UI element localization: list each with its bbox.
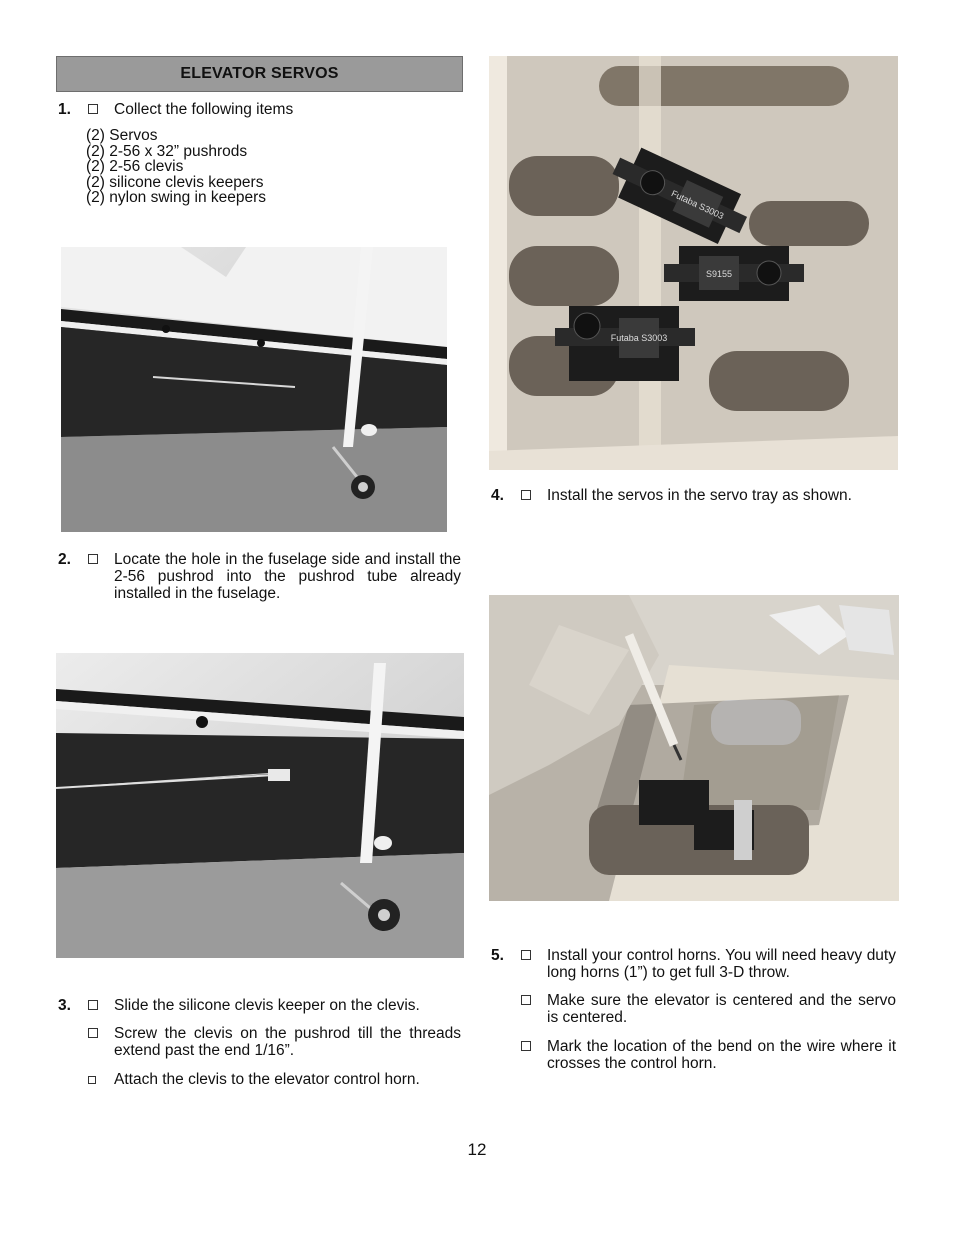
step-2-text: Locate the hole in the fuselage side and install the 2-56 pushrod into the pushrod tube already installed in the fuselage. [114,551,461,602]
step-4-text: Install the servos in the servo tray as shown. [547,487,852,504]
step-3-sub1-checkbox[interactable] [88,1028,98,1038]
step-2-checkbox[interactable] [88,554,98,564]
photo-servo-tray [489,56,898,470]
list-item: (2) 2-56 x 32” pushrods [86,142,248,160]
step-5-sub2-text: Mark the location of the bend on the wire where it crosses the control horn. [547,1038,896,1072]
servo-label-c: S9155 [705,269,733,279]
list-item: (2) Servos [86,127,158,144]
list-item: (2) 2-56 clevis [86,158,184,175]
servo-label-a: Futaba S3003 [669,188,726,222]
step-3-sub2-checkbox[interactable] [88,1076,96,1084]
step-3-checkbox[interactable] [88,1000,98,1010]
step-1-checkbox[interactable] [88,104,98,114]
step-2-number: 2. [58,551,71,568]
section-title: ELEVATOR SERVOS [180,65,339,82]
step-4-number: 4. [491,487,504,504]
list-item: (2) nylon swing in keepers [86,189,267,206]
step-3-text: Slide the silicone clevis keeper on the clevis. [114,997,420,1014]
step-5-sub1-checkbox[interactable] [521,995,531,1005]
servo-label-b: Futaba S3003 [610,333,668,343]
photo-marking-horn [489,595,899,901]
step-5-text: Install your control horns. You will need heavy duty long horns (1”) to get full 3-D throw. [547,947,896,981]
step-5-sub2-checkbox[interactable] [521,1041,531,1051]
step-1-number: 1. [58,101,71,118]
step-3-sub2-text: Attach the clevis to the elevator control horn. [114,1071,420,1088]
step-4-checkbox[interactable] [521,490,531,500]
step-5-checkbox[interactable] [521,950,531,960]
step-1-items [86,128,266,206]
photo-fuselage-side [61,247,447,532]
step-5-sub1-text: Make sure the elevator is centered and the servo is centered. [547,992,896,1026]
photo-pushrod-clevis [56,653,464,958]
step-3-number: 3. [58,997,71,1014]
step-5-number: 5. [491,947,504,964]
section-header [56,56,463,92]
step-1-text: Collect the following items [114,101,294,118]
step-3-sub1-text: Screw the clevis on the pushrod till the threads extend past the end 1/16”. [114,1025,461,1059]
list-item: (2) silicone clevis keepers [86,173,264,191]
page-number: 12 [467,1140,487,1159]
